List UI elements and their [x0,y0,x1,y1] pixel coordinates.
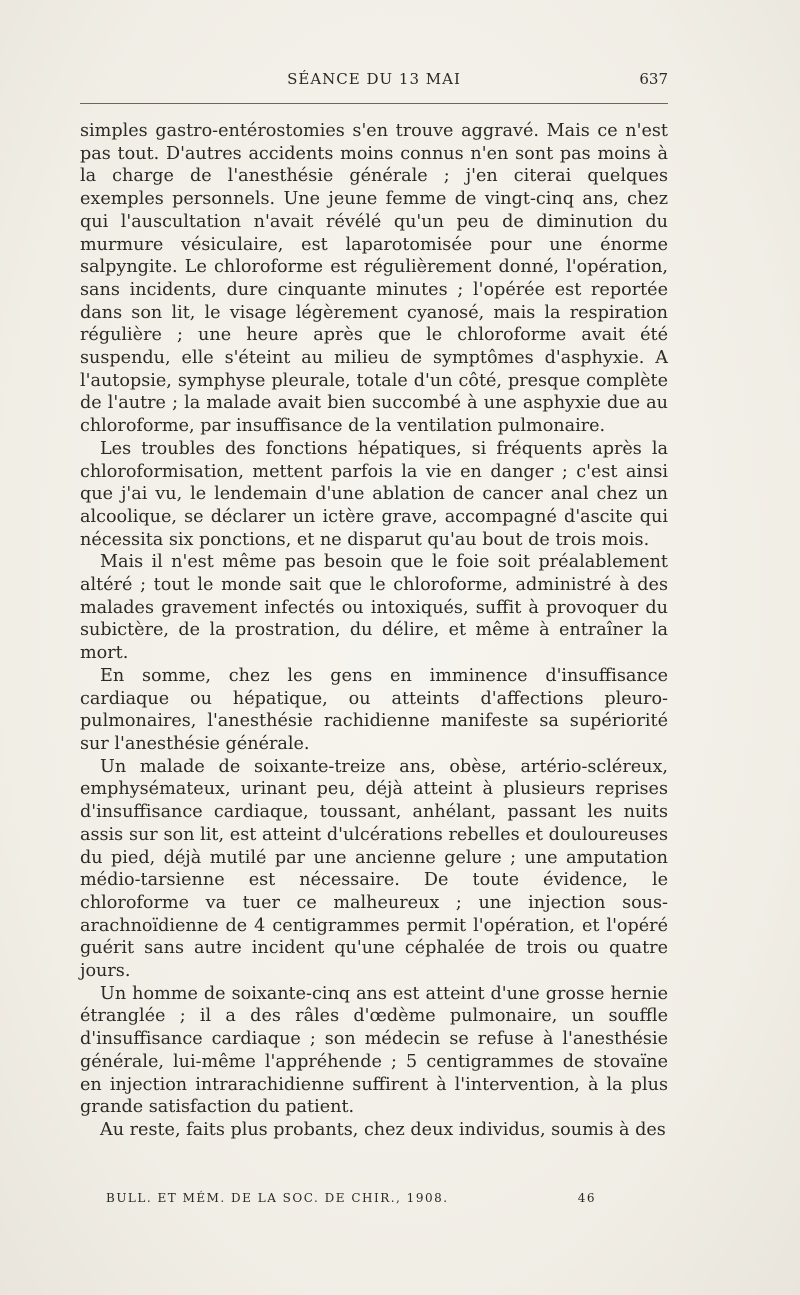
running-head: SÉANCE DU 13 MAI [287,70,461,88]
paragraph: En somme, chez les gens en imminence d'insuffisance cardiaque ou hépatique, ou atteints d'affections pleuro-pulmonaires, l'anesthésie rachidienne manifeste sa supériorité sur l'anesthésie générale. [80,665,668,754]
paragraph: Un malade de soixante-treize ans, obèse, artério-scléreux, emphysémateux, urinant peu, déjà atteint à plusieurs reprises d'insuffisance cardiaque, toussant, anhélant, passant les nuits assis sur son lit, est atteint d'ulcérations rebelles et douloureuses du pied, déjà mutilé par une ancienne gelure ; une amputation médio-tarsienne est nécessaire. De toute évidence, le chloroforme va tuer ce malheureux ; une injection sous-arachnoïdienne de 4 centigrammes permit l'opération, et l'opéré guérit sans autre incident qu'une céphalée de trois ou quatre jours. [80,756,668,982]
paragraph: Les troubles des fonctions hépatiques, si fréquents après la chloroformisation, mettent parfois la vie en danger ; c'est ainsi que j'ai vu, le lendemain d'une ablation de cancer anal chez un alcoolique, se déclarer un ictère grave, accompagné d'ascite qui nécessita six ponctions, et ne disparut qu'au bout de trois mois. [80,438,668,550]
paragraph: Mais il n'est même pas besoin que le foie soit préalablement altéré ; tout le monde sait que le chloroforme, administré à des malades gravement infectés ou intoxiqués, suffit à provoquer du subictère, de la prostration, du délire, et même à entraîner la mort. [80,552,668,664]
paragraph: Au reste, faits plus probants, chez deux individus, soumis à des [100,1119,666,1140]
page-footer [106,1191,596,1205]
paragraph: simples gastro-entérostomies s'en trouve aggravé. Mais ce n'est pas tout. D'autres accidents moins connus n'en sont pas moins à la charge de l'anesthésie générale ; j'en citerai quelques exemples personnels. Une jeune femme de vingt-cinq ans, chez qui l'auscultation n'avait révélé qu'un peu de diminution du murmure vésiculaire, est laparotomisée pour une énorme salpyngite. Le chloroforme est régulièrement donné, l'opération, sans incidents, dure cinquante minutes ; l'opérée est reportée dans son lit, le visage légèrement cyanosé, mais la respiration régulière ; une heure après que le chloroforme avait été suspendu, elle s'éteint au milieu de symptômes d'asphyxie. A l'autopsie, symphyse pleurale, totale d'un côté, presque complète de l'autre ; la malade avait bien succombé à une asphyxie due au chloroforme, par insuffisance de la ventilation pulmonaire. [80,121,668,437]
header-rule [80,103,668,104]
signature-mark: 46 [577,1191,596,1205]
footer-citation: BULL. ET MÉM. DE LA SOC. DE CHIR., 1908. [106,1191,449,1205]
paragraph: Un homme de soixante-cinq ans est atteint d'une grosse hernie étranglée ; il a des râles d'œdème pulmonaire, un souffle d'insuffisance cardiaque ; son médecin se refuse à l'anesthésie générale, lui-même l'appréhende ; 5 centigrammes de stovaïne en injection intrarachidienne suffirent à l'intervention, à la plus grande satisfaction du patient. [80,983,668,1118]
page-number: 637 [639,70,668,88]
body-text [80,120,668,1142]
page-header [80,70,668,94]
